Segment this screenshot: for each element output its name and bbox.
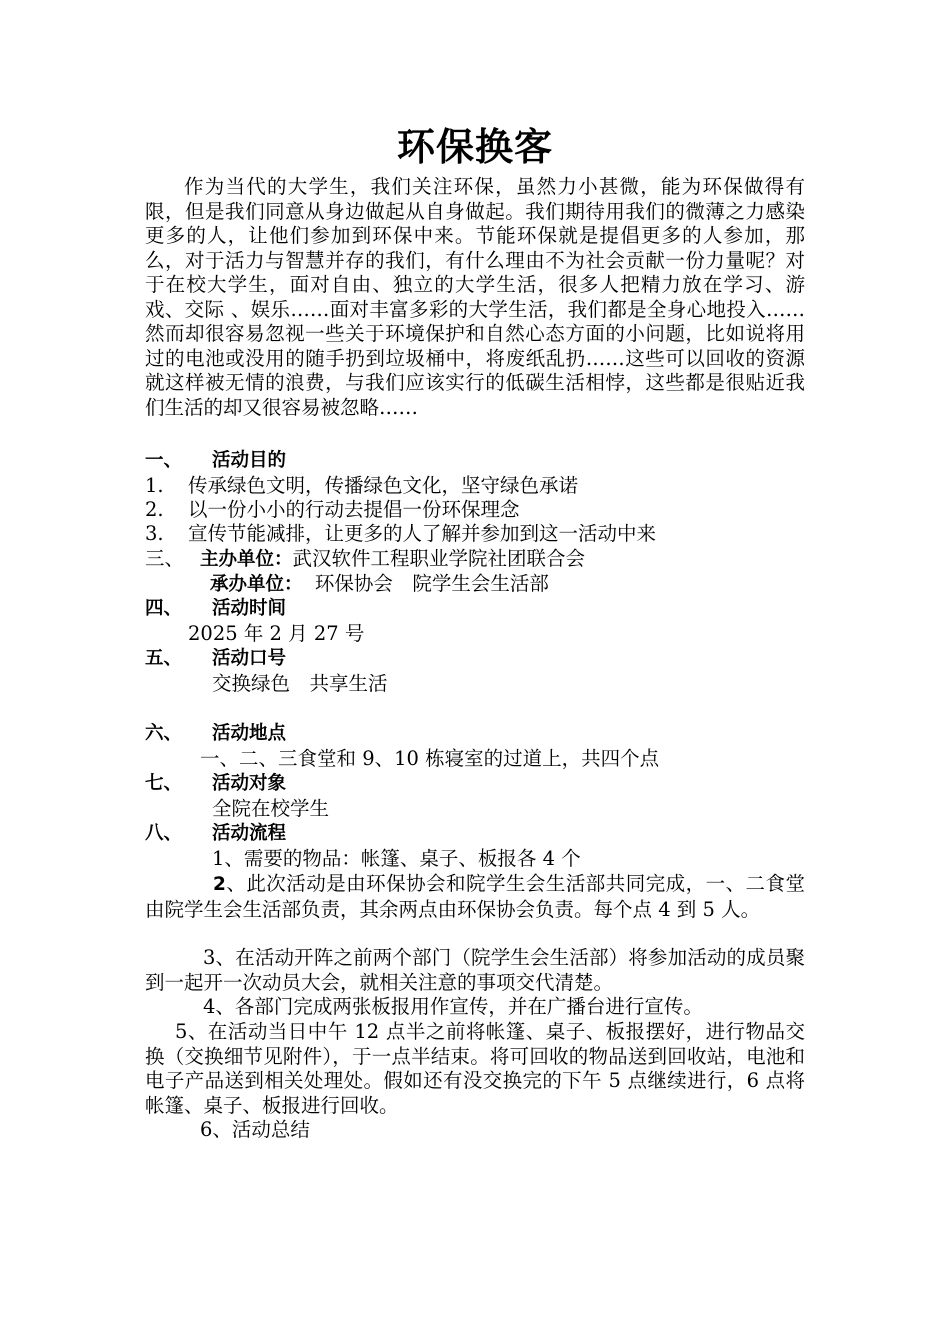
step-6: 6、活动总结	[200, 1118, 310, 1141]
organizer-value: 环保协会 院学生会生活部	[314, 572, 549, 595]
step-5	[145, 1020, 805, 1118]
step-3	[145, 946, 805, 995]
purpose-1-number: 1.	[145, 474, 164, 497]
section-7-number: 七、	[145, 773, 183, 794]
step-1: 1、需要的物品：帐篷、桌子、板报各 4 个	[212, 847, 581, 870]
section-6-number: 六、	[145, 723, 183, 744]
section-4-number: 四、	[145, 598, 183, 619]
section-4-heading: 活动时间	[212, 598, 287, 619]
step-3-text: 3、在活动开阵之前两个部门（院学生会生活部）将参加活动的成员聚到一起开一次动员大会，就相关注意的事项交代清楚。	[145, 946, 805, 994]
purpose-2-number: 2.	[145, 498, 164, 521]
step-2-number: 2	[213, 874, 226, 895]
page-title: 环保换客	[396, 125, 553, 169]
host-label: 主办单位：	[200, 549, 293, 570]
section-1-heading: 活动目的	[212, 450, 287, 471]
section-3-number: 三、	[145, 547, 185, 570]
purpose-3-number: 3.	[145, 522, 164, 545]
step-2-text: 、此次活动是由环保协会和院学生会生活部共同完成，一、二食堂由院学生会生活部负责，其余两点由环保协会负责。每个点 4 到 5 人。	[145, 872, 805, 921]
step-5-text: 5、在活动当日中午 12 点半之前将帐篷、桌子、板报摆好，进行物品交换（交换细节见附件），于一点半结束。将可回收的物品送到回收站，电池和电子产品送到相关处理处。假如还有没交换完的下午 5 点继续进行，6 点将帐篷、桌子、板报进行回收。	[145, 1020, 805, 1117]
intro-text: 作为当代的大学生，我们关注环保，虽然力小甚微，能为环保做得有限，但是我们同意从身边做起从自身做起。我们期待用我们的微薄之力感染更多的人，让他们参加到环保中来。节能环保就是提倡更多的人参加，那么，对于活力与智慧并存的我们，有什么理由不为社会贡献一份力量呢？对于在校大学生，面对自由、独立的大学生活，很多人把精力放在学习、游戏、交际 、娱乐……面对丰富多彩的大学生活，我们都是全身心地投入……然而却很容易忽视一些关于环境保护和自然心态方面的小问题，比如说将用过的电池或没用的随手扔到垃圾桶中，将废纸乱扔……这些可以回收的资源就这样被无情的浪费，与我们应该实行的低碳生活相悖，这些都是很贴近我们生活的却又很容易被忽略……	[145, 175, 805, 419]
event-date: 2025 年 2 月 27 号	[188, 622, 365, 645]
purpose-3-text: 宣传节能减排，让更多的人了解并参加到这一活动中来	[188, 522, 657, 545]
event-audience: 全院在校学生	[212, 797, 330, 820]
host-value: 武汉软件工程职业学院社团联合会	[292, 547, 586, 570]
section-8-heading: 活动流程	[212, 823, 287, 844]
section-7-heading: 活动对象	[212, 773, 287, 794]
organizer-line	[210, 572, 549, 598]
section-6-heading: 活动地点	[212, 723, 287, 744]
section-5-number: 五、	[145, 648, 183, 669]
organizer-label: 承办单位：	[210, 574, 303, 595]
purpose-1-text: 传承绿色文明，传播绿色文化，坚守绿色承诺	[188, 474, 579, 497]
event-location: 一、二、三食堂和 9、10 栋寝室的过道上，共四个点	[200, 747, 660, 770]
section-8-number: 八、	[145, 823, 183, 844]
step-4-text: 4、各部门完成两张板报用作宣传，并在广播台进行宣传。	[203, 995, 703, 1018]
step-2	[145, 872, 805, 922]
intro-paragraph	[145, 175, 805, 420]
purpose-2-text: 以一份小小的行动去提倡一份环保理念	[188, 498, 520, 521]
section-1-number: 一、	[145, 450, 183, 471]
host-line	[200, 547, 585, 573]
step-4	[145, 995, 805, 1020]
event-slogan: 交换绿色 共享生活	[212, 672, 388, 695]
section-5-heading: 活动口号	[212, 648, 287, 669]
